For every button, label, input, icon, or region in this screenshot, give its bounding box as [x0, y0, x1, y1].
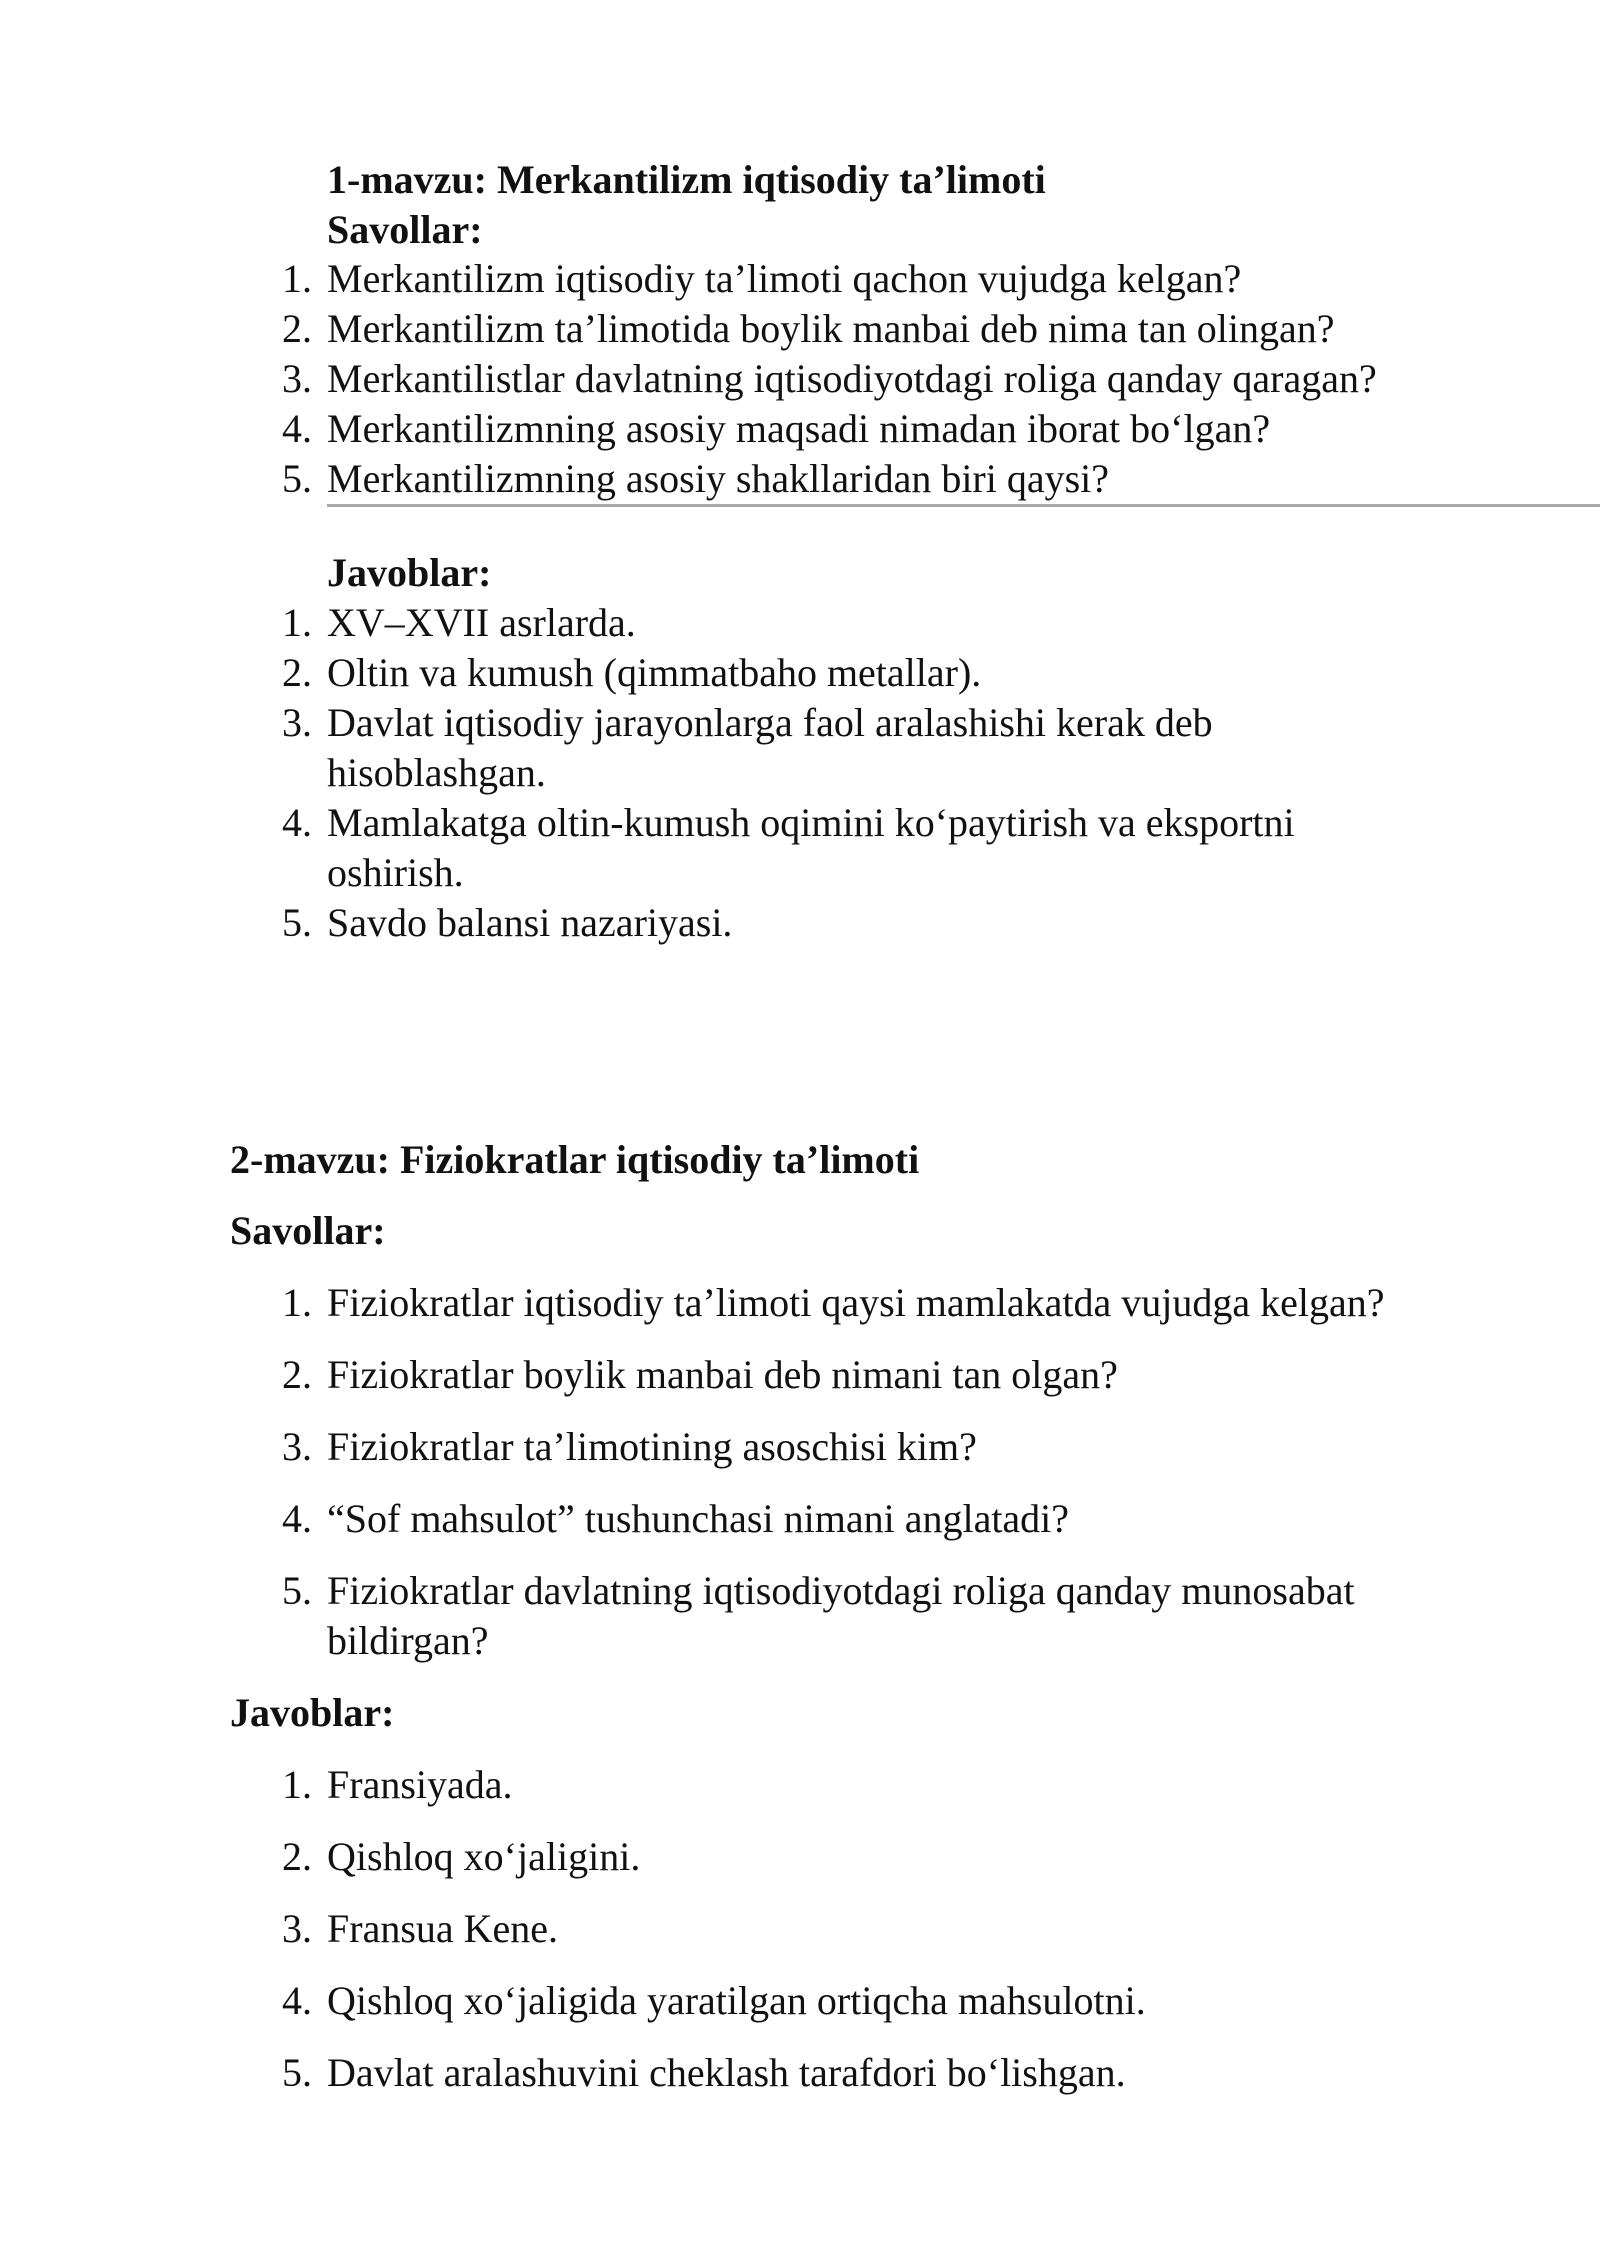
topic1-answer-3-continuation: hisoblashgan. — [327, 750, 546, 795]
topic1-answers-heading: Javoblar: — [327, 550, 492, 595]
question-text: Merkantilizm iqtisodiy ta’limoti qachon vujudga kelgan? — [327, 256, 1242, 301]
list-number: 5. — [282, 2050, 312, 2095]
list-number: 4. — [282, 406, 312, 451]
list-number: 4. — [282, 1496, 312, 1541]
answer-text: Davlat iqtisodiy jarayonlarga faol aralashishi kerak deb — [327, 700, 1213, 745]
list-number: 5. — [282, 1568, 312, 1613]
list-number: 2. — [282, 1352, 312, 1397]
answer-text: Fransua Kene. — [327, 1906, 559, 1951]
topic2-title: 2-mavzu: Fiziokratlar iqtisodiy ta’limoti — [230, 1137, 920, 1182]
list-number: 1. — [282, 600, 312, 645]
question-text: Fiziokratlar iqtisodiy ta’limoti qaysi mamlakatda vujudga kelgan? — [327, 1280, 1385, 1325]
answer-text: Fransiyada. — [327, 1762, 513, 1807]
answer-text: Qishloq xo‘jaligini. — [327, 1834, 641, 1879]
list-number: 2. — [282, 1834, 312, 1879]
list-number: 5. — [282, 900, 312, 945]
list-number: 3. — [282, 356, 312, 401]
topic1-answer-4-continuation: oshirish. — [327, 850, 464, 895]
question-text: Fiziokratlar ta’limotining asoschisi kim? — [327, 1424, 977, 1469]
list-number: 3. — [282, 1906, 312, 1951]
list-number: 1. — [282, 1762, 312, 1807]
list-number: 3. — [282, 1424, 312, 1469]
question-text: Merkantilizm ta’limotida boylik manbai deb nima tan olingan? — [327, 306, 1335, 351]
list-number: 2. — [282, 306, 312, 351]
question-text: Merkantilizmning asosiy shakllaridan biri qaysi? — [327, 456, 1110, 501]
topic2-question-5-continuation: bildirgan? — [327, 1618, 489, 1663]
list-number: 3. — [282, 700, 312, 745]
answer-text: Qishloq xo‘jaligida yaratilgan ortiqcha mahsulotni. — [327, 1978, 1146, 2023]
question-text: Merkantilizmning asosiy maqsadi nimadan iborat bo‘lgan? — [327, 406, 1271, 451]
horizontal-rule — [327, 504, 1600, 507]
answer-text: XV–XVII asrlarda. — [327, 600, 636, 645]
answer-text: Oltin va kumush (qimmatbaho metallar). — [327, 650, 982, 695]
topic1-title: 1-mavzu: Merkantilizm iqtisodiy ta’limoti — [327, 157, 1046, 202]
list-number: 5. — [282, 456, 312, 501]
topic2-answers-heading: Javoblar: — [230, 1690, 395, 1735]
list-number: 4. — [282, 1978, 312, 2023]
list-number: 1. — [282, 1280, 312, 1325]
answer-text: Mamlakatga oltin-kumush oqimini ko‘paytirish va eksportni — [327, 800, 1295, 845]
question-text: Fiziokratlar davlatning iqtisodiyotdagi roliga qanday munosabat — [327, 1568, 1355, 1613]
answer-text: Savdo balansi nazariyasi. — [327, 900, 733, 945]
question-text: “Sof mahsulot” tushunchasi nimani anglatadi? — [327, 1496, 1070, 1541]
question-text: Fiziokratlar boylik manbai deb nimani tan olgan? — [327, 1352, 1118, 1397]
list-number: 4. — [282, 800, 312, 845]
list-number: 1. — [282, 256, 312, 301]
answer-text: Davlat aralashuvini cheklash tarafdori bo‘lishgan. — [327, 2050, 1126, 2095]
topic1-questions-heading: Savollar: — [327, 207, 483, 252]
list-number: 2. — [282, 650, 312, 695]
topic2-questions-heading: Savollar: — [230, 1208, 386, 1253]
question-text: Merkantilistlar davlatning iqtisodiyotdagi roliga qanday qaragan? — [327, 356, 1377, 401]
